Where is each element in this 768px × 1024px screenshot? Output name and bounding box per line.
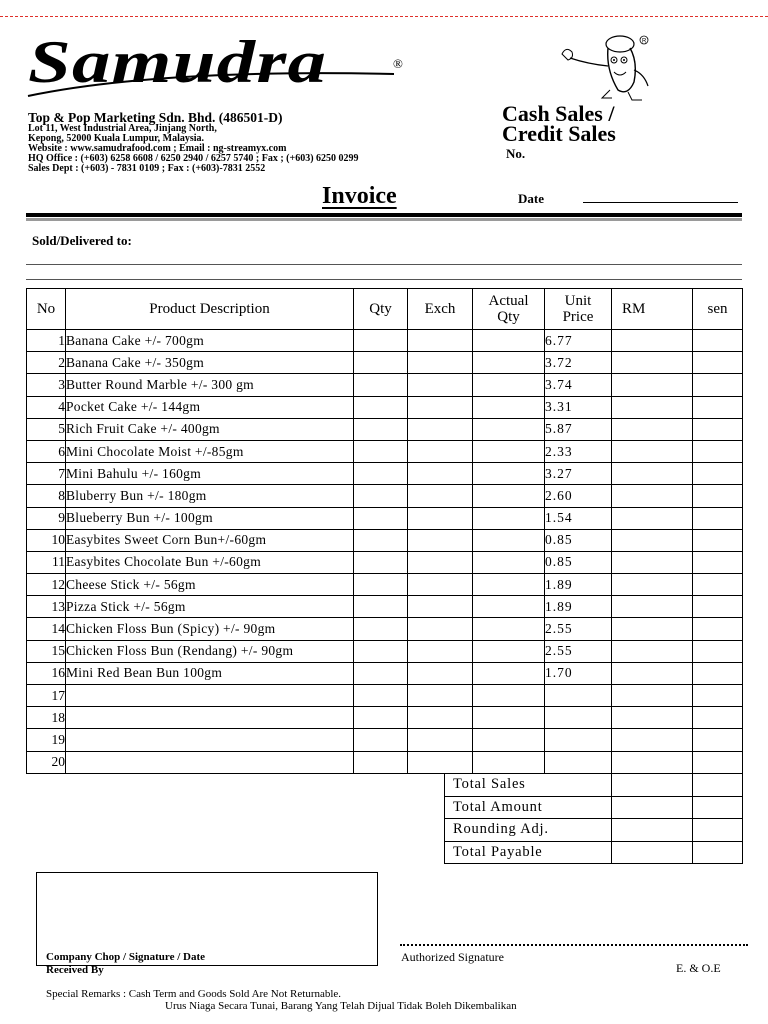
- sold-to-line-1[interactable]: [26, 264, 742, 265]
- table-row: [27, 485, 743, 507]
- row-number: 14: [27, 618, 66, 640]
- product-description: Banana Cake +/- 350gm: [66, 352, 354, 374]
- header-product-description: Product Description: [66, 289, 354, 330]
- actual-qty-cell[interactable]: [473, 729, 545, 751]
- rm-cell[interactable]: [612, 685, 693, 707]
- exch-cell[interactable]: [408, 662, 473, 684]
- exch-cell[interactable]: [408, 352, 473, 374]
- rounding-rm-cell[interactable]: [612, 819, 693, 842]
- total-payable-rm-cell[interactable]: [612, 841, 693, 864]
- table-row: [27, 640, 743, 662]
- qty-cell[interactable]: [354, 440, 408, 462]
- exch-cell[interactable]: [408, 685, 473, 707]
- unit-price: 3.27: [545, 463, 612, 485]
- totals-table: [444, 773, 743, 864]
- registered-mark: ®: [393, 56, 403, 71]
- eoe-label: E. & O.E: [676, 961, 721, 975]
- header-unit-price-line-2: Price: [562, 309, 594, 325]
- header-no: No: [27, 289, 66, 330]
- date-label: Date: [518, 191, 544, 206]
- exch-cell[interactable]: [408, 529, 473, 551]
- sen-cell[interactable]: [693, 551, 743, 573]
- actual-qty-cell[interactable]: [473, 751, 545, 773]
- header-divider-shadow: [26, 218, 742, 221]
- unit-price: 1.70: [545, 662, 612, 684]
- row-number: 4: [27, 396, 66, 418]
- qty-cell[interactable]: [354, 574, 408, 596]
- exch-cell[interactable]: [408, 596, 473, 618]
- product-description: Banana Cake +/- 700gm: [66, 330, 354, 352]
- exch-cell[interactable]: [408, 418, 473, 440]
- sen-cell[interactable]: [693, 352, 743, 374]
- chef-mascot-icon: [548, 30, 658, 102]
- qty-cell[interactable]: [354, 729, 408, 751]
- table-row: [27, 574, 743, 596]
- row-number: 1: [27, 330, 66, 352]
- product-description: Chicken Floss Bun (Rendang) +/- 90gm: [66, 640, 354, 662]
- rm-cell[interactable]: [612, 751, 693, 773]
- table-row: [27, 596, 743, 618]
- actual-qty-cell[interactable]: [473, 507, 545, 529]
- total-payable-row: [445, 841, 743, 864]
- row-number: 13: [27, 596, 66, 618]
- table-row: [27, 374, 743, 396]
- product-description: Mini Red Bean Bun 100gm: [66, 662, 354, 684]
- invoice-number-label: No.: [506, 146, 526, 161]
- unit-price: 3.72: [545, 352, 612, 374]
- actual-qty-cell[interactable]: [473, 374, 545, 396]
- row-number: 17: [27, 685, 66, 707]
- company-chop-label: Company Chop / Signature / Date: [46, 951, 206, 963]
- qty-cell[interactable]: [354, 330, 408, 352]
- actual-qty-cell[interactable]: [473, 529, 545, 551]
- sen-cell[interactable]: [693, 618, 743, 640]
- unit-price: [545, 685, 612, 707]
- exch-cell[interactable]: [408, 463, 473, 485]
- rounding-row: [445, 819, 743, 842]
- table-row: [27, 751, 743, 773]
- row-number: 5: [27, 418, 66, 440]
- unit-price: 2.55: [545, 640, 612, 662]
- exch-cell[interactable]: [408, 440, 473, 462]
- product-description: [66, 729, 354, 751]
- sen-cell[interactable]: [693, 707, 743, 729]
- company-website: Website : www.samudrafood.com ; Email : ng-streamyx.com: [28, 143, 287, 154]
- row-number: 11: [27, 551, 66, 573]
- row-number: 9: [27, 507, 66, 529]
- exch-cell[interactable]: [408, 396, 473, 418]
- total-sales-label: Total Sales: [445, 774, 612, 797]
- qty-cell[interactable]: [354, 551, 408, 573]
- sen-cell[interactable]: [693, 440, 743, 462]
- actual-qty-cell[interactable]: [473, 440, 545, 462]
- actual-qty-cell[interactable]: [473, 551, 545, 573]
- actual-qty-cell[interactable]: [473, 596, 545, 618]
- unit-price: 0.85: [545, 529, 612, 551]
- table-row: [27, 507, 743, 529]
- total-amount-sen-cell[interactable]: [693, 796, 743, 819]
- exch-cell[interactable]: [408, 374, 473, 396]
- row-number: 19: [27, 729, 66, 751]
- exch-cell[interactable]: [408, 729, 473, 751]
- unit-price: [545, 707, 612, 729]
- qty-cell[interactable]: [354, 640, 408, 662]
- document-type: [502, 101, 616, 146]
- header-actual-qty-line-2: Qty: [497, 309, 520, 325]
- cut-line: [0, 16, 768, 17]
- qty-cell[interactable]: [354, 596, 408, 618]
- table-header-row: [27, 289, 743, 330]
- row-number: 3: [27, 374, 66, 396]
- sen-cell[interactable]: [693, 418, 743, 440]
- unit-price: 3.31: [545, 396, 612, 418]
- table-row: [27, 662, 743, 684]
- rm-cell[interactable]: [612, 440, 693, 462]
- product-description: Rich Fruit Cake +/- 400gm: [66, 418, 354, 440]
- row-number: 10: [27, 529, 66, 551]
- exch-cell[interactable]: [408, 640, 473, 662]
- row-number: 16: [27, 662, 66, 684]
- total-payable-label: Total Payable: [445, 841, 612, 864]
- row-number: 2: [27, 352, 66, 374]
- product-description: Pocket Cake +/- 144gm: [66, 396, 354, 418]
- unit-price: 3.74: [545, 374, 612, 396]
- rm-cell[interactable]: [612, 529, 693, 551]
- sen-cell[interactable]: [693, 685, 743, 707]
- sen-cell[interactable]: [693, 507, 743, 529]
- total-sales-sen-cell[interactable]: [693, 774, 743, 797]
- product-description: Easybites Sweet Corn Bun+/-60gm: [66, 529, 354, 551]
- table-row: [27, 529, 743, 551]
- company-sales-dept: Sales Dept : (+603) - 7831 0109 ; Fax : (+603)-7831 2552: [28, 163, 266, 174]
- actual-qty-cell[interactable]: [473, 418, 545, 440]
- exch-cell[interactable]: [408, 751, 473, 773]
- product-description: Butter Round Marble +/- 300 gm: [66, 374, 354, 396]
- product-description: [66, 751, 354, 773]
- actual-qty-cell[interactable]: [473, 463, 545, 485]
- qty-cell[interactable]: [354, 507, 408, 529]
- company-address-line-1: Lot 11, West Industrial Area, Jinjang North,: [28, 123, 217, 134]
- exch-cell[interactable]: [408, 485, 473, 507]
- table-row: [27, 729, 743, 751]
- unit-price: [545, 751, 612, 773]
- sen-cell[interactable]: [693, 485, 743, 507]
- received-by-label: Received By: [46, 964, 104, 976]
- table-row: [27, 396, 743, 418]
- table-row: [27, 618, 743, 640]
- table-row: [27, 463, 743, 485]
- product-description: Chicken Floss Bun (Spicy) +/- 90gm: [66, 618, 354, 640]
- sold-to-line-2[interactable]: [26, 279, 742, 280]
- actual-qty-cell[interactable]: [473, 662, 545, 684]
- header-exch: Exch: [408, 289, 473, 330]
- actual-qty-cell[interactable]: [473, 396, 545, 418]
- rm-cell[interactable]: [612, 640, 693, 662]
- date-field[interactable]: [583, 202, 738, 203]
- product-description: Pizza Stick +/- 56gm: [66, 596, 354, 618]
- unit-price: 6.77: [545, 330, 612, 352]
- qty-cell[interactable]: [354, 352, 408, 374]
- page-title: Invoice: [322, 183, 397, 209]
- actual-qty-cell[interactable]: [473, 618, 545, 640]
- product-description: Easybites Chocolate Bun +/-60gm: [66, 551, 354, 573]
- sen-cell[interactable]: [693, 529, 743, 551]
- exch-cell[interactable]: [408, 330, 473, 352]
- qty-cell[interactable]: [354, 529, 408, 551]
- table-row: [27, 551, 743, 573]
- product-description: Bluberry Bun +/- 180gm: [66, 485, 354, 507]
- unit-price: 1.89: [545, 596, 612, 618]
- authorized-signature-line[interactable]: [400, 944, 748, 946]
- company-hq-office: HQ Office : (+603) 6258 6608 / 6250 2940 / 6257 5740 ; Fax ; (+603) 6250 0299: [28, 153, 359, 164]
- rm-cell[interactable]: [612, 396, 693, 418]
- table-row: [27, 418, 743, 440]
- rm-cell[interactable]: [612, 418, 693, 440]
- sen-cell[interactable]: [693, 463, 743, 485]
- unit-price: 2.60: [545, 485, 612, 507]
- rm-cell[interactable]: [612, 485, 693, 507]
- rm-cell[interactable]: [612, 618, 693, 640]
- product-description: Blueberry Bun +/- 100gm: [66, 507, 354, 529]
- actual-qty-cell[interactable]: [473, 352, 545, 374]
- header-sen: sen: [693, 289, 743, 330]
- row-number: 18: [27, 707, 66, 729]
- sen-cell[interactable]: [693, 662, 743, 684]
- rm-cell[interactable]: [612, 352, 693, 374]
- unit-price: 1.89: [545, 574, 612, 596]
- product-description: [66, 707, 354, 729]
- rounding-sen-cell[interactable]: [693, 819, 743, 842]
- rm-cell[interactable]: [612, 662, 693, 684]
- qty-cell[interactable]: [354, 707, 408, 729]
- row-number: 7: [27, 463, 66, 485]
- sold-to-label: Sold/Delivered to:: [32, 233, 132, 248]
- table-row: [27, 685, 743, 707]
- qty-cell[interactable]: [354, 374, 408, 396]
- header-unit-price-line-1: Unit: [564, 293, 592, 309]
- rounding-label: Rounding Adj.: [445, 819, 612, 842]
- qty-cell[interactable]: [354, 751, 408, 773]
- row-number: 6: [27, 440, 66, 462]
- exch-cell[interactable]: [408, 507, 473, 529]
- header-qty: Qty: [354, 289, 408, 330]
- rm-cell[interactable]: [612, 707, 693, 729]
- actual-qty-cell[interactable]: [473, 574, 545, 596]
- unit-price: 0.85: [545, 551, 612, 573]
- product-description: Mini Chocolate Moist +/-85gm: [66, 440, 354, 462]
- unit-price: 5.87: [545, 418, 612, 440]
- rm-cell[interactable]: [612, 551, 693, 573]
- sen-cell[interactable]: [693, 751, 743, 773]
- special-remarks-line-1: Special Remarks : Cash Term and Goods Sold Are Not Returnable.: [46, 988, 342, 1000]
- unit-price: [545, 729, 612, 751]
- rm-cell[interactable]: [612, 374, 693, 396]
- exch-cell[interactable]: [408, 618, 473, 640]
- qty-cell[interactable]: [354, 485, 408, 507]
- total-amount-row: [445, 796, 743, 819]
- company-name: Top & Pop Marketing Sdn. Bhd. (486501-D): [28, 110, 283, 125]
- row-number: 15: [27, 640, 66, 662]
- sen-cell[interactable]: [693, 330, 743, 352]
- sen-cell[interactable]: [693, 574, 743, 596]
- header-actual-qty: [473, 289, 545, 330]
- total-amount-rm-cell[interactable]: [612, 796, 693, 819]
- exch-cell[interactable]: [408, 551, 473, 573]
- table-row: [27, 352, 743, 374]
- header-unit-price: [545, 289, 612, 330]
- qty-cell[interactable]: [354, 685, 408, 707]
- total-sales-row: [445, 774, 743, 797]
- authorized-signature-label: Authorized Signature: [401, 950, 504, 964]
- total-sales-rm-cell[interactable]: [612, 774, 693, 797]
- company-address-line-2: Kepong, 52000 Kuala Lumpur, Malaysia.: [28, 133, 205, 144]
- exch-cell[interactable]: [408, 707, 473, 729]
- document-type-line-1: Cash Sales /: [502, 101, 615, 126]
- unit-price: 2.55: [545, 618, 612, 640]
- brand-logo: Samudra: [28, 29, 328, 95]
- product-description: Mini Bahulu +/- 160gm: [66, 463, 354, 485]
- header-divider: [26, 213, 742, 217]
- header-actual-qty-line-1: Actual: [488, 293, 529, 309]
- table-row: [27, 707, 743, 729]
- unit-price: 2.33: [545, 440, 612, 462]
- sen-cell[interactable]: [693, 729, 743, 751]
- rm-cell[interactable]: [612, 596, 693, 618]
- sen-cell[interactable]: [693, 374, 743, 396]
- qty-cell[interactable]: [354, 396, 408, 418]
- row-number: 12: [27, 574, 66, 596]
- row-number: 8: [27, 485, 66, 507]
- product-description: Cheese Stick +/- 56gm: [66, 574, 354, 596]
- row-number: 20: [27, 751, 66, 773]
- actual-qty-cell[interactable]: [473, 640, 545, 662]
- header-rm: RM: [612, 289, 693, 330]
- table-row: [27, 330, 743, 352]
- total-amount-label: Total Amount: [445, 796, 612, 819]
- qty-cell[interactable]: [354, 463, 408, 485]
- qty-cell[interactable]: [354, 618, 408, 640]
- rm-cell[interactable]: [612, 574, 693, 596]
- total-payable-sen-cell[interactable]: [693, 841, 743, 864]
- actual-qty-cell[interactable]: [473, 685, 545, 707]
- qty-cell[interactable]: [354, 662, 408, 684]
- actual-qty-cell[interactable]: [473, 485, 545, 507]
- sen-cell[interactable]: [693, 640, 743, 662]
- actual-qty-cell[interactable]: [473, 707, 545, 729]
- document-type-line-2: Credit Sales: [502, 121, 616, 146]
- sen-cell[interactable]: [693, 596, 743, 618]
- qty-cell[interactable]: [354, 418, 408, 440]
- rm-cell[interactable]: [612, 507, 693, 529]
- rm-cell[interactable]: [612, 463, 693, 485]
- exch-cell[interactable]: [408, 574, 473, 596]
- items-table: [26, 288, 743, 774]
- sen-cell[interactable]: [693, 396, 743, 418]
- product-description: [66, 685, 354, 707]
- unit-price: 1.54: [545, 507, 612, 529]
- rm-cell[interactable]: [612, 330, 693, 352]
- table-row: [27, 440, 743, 462]
- svg-text:R: R: [642, 38, 647, 45]
- rm-cell[interactable]: [612, 729, 693, 751]
- actual-qty-cell[interactable]: [473, 330, 545, 352]
- special-remarks-line-2: Urus Niaga Secara Tunai, Barang Yang Telah Dijual Tidak Boleh Dikembalikan: [165, 1000, 517, 1012]
